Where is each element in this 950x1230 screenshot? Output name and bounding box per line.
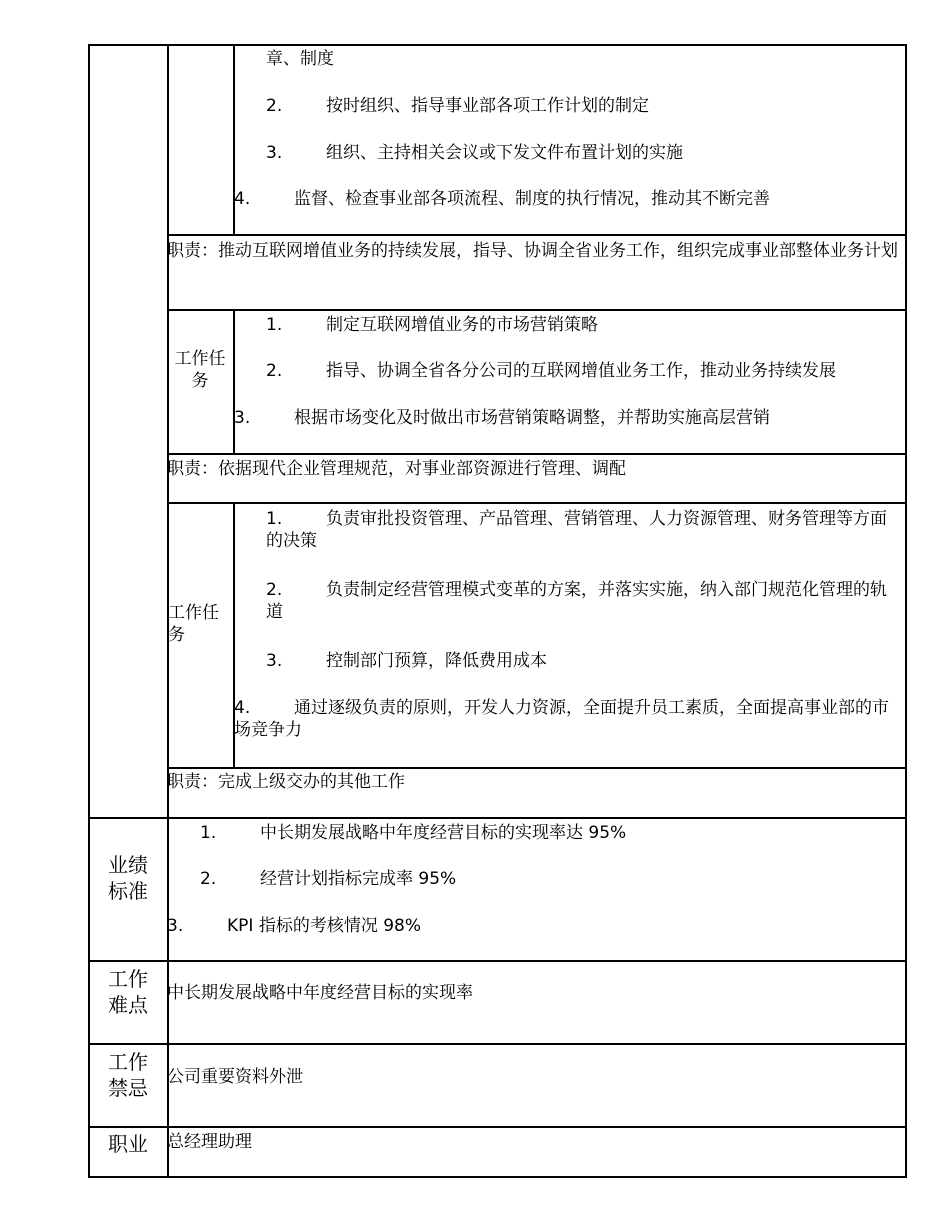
task-item-number: 2. xyxy=(266,361,283,381)
performance-item xyxy=(200,868,456,890)
career-text: 总经理助理 xyxy=(167,1132,252,1152)
duty-text: 职责：依据现代企业管理规范，对事业部资源进行管理、调配 xyxy=(167,459,626,479)
task-item xyxy=(266,95,649,117)
performance-item-number: 1. xyxy=(200,823,217,843)
row-divider xyxy=(167,453,907,455)
task-item xyxy=(266,314,598,336)
task-item xyxy=(234,407,770,429)
task-item xyxy=(266,579,891,623)
taboo-text: 公司重要资料外泄 xyxy=(167,1067,303,1087)
task-item-number: 4. xyxy=(234,698,251,718)
performance-item xyxy=(167,915,421,937)
task-item-text: 通过逐级负责的原则，开发人力资源，全面提升员工素质，全面提高事业部的市场竞争力 xyxy=(234,698,889,740)
performance-item-number: 3. xyxy=(167,916,184,936)
performance-label: 业绩标准 xyxy=(108,853,148,903)
difficulty-label: 工作难点 xyxy=(108,967,148,1017)
row-divider xyxy=(88,960,907,962)
task-item-text: 制定互联网增值业务的市场营销策略 xyxy=(326,315,598,335)
duty-text: 职责：推动互联网增值业务的持续发展，指导、协调全省业务工作，组织完成事业部整体业务计划 xyxy=(167,241,898,261)
task-item-text: 监督、检查事业部各项流程、制度的执行情况，推动其不断完善 xyxy=(294,189,770,209)
difficulty-text: 中长期发展战略中年度经营目标的实现率 xyxy=(167,983,473,1003)
task-item-text: 根据市场变化及时做出市场营销策略调整，并帮助实施高层营销 xyxy=(294,408,770,428)
row-divider xyxy=(167,309,907,311)
task-item-number: 1. xyxy=(266,315,283,335)
task-item-text: 按时组织、指导事业部各项工作计划的制定 xyxy=(326,96,649,116)
task-continuation: 章、制度 xyxy=(266,49,334,69)
task-item-number: 3. xyxy=(234,408,251,428)
table-border-bottom xyxy=(88,1176,907,1178)
duty-text: 职责：完成上级交办的其他工作 xyxy=(167,772,405,792)
task-item-number: 1. xyxy=(266,509,283,529)
row-divider xyxy=(167,767,907,769)
performance-item-number: 2. xyxy=(200,869,217,889)
task-item-number: 2. xyxy=(266,580,283,600)
row-divider xyxy=(167,502,907,504)
task-item xyxy=(266,360,836,382)
performance-item xyxy=(200,822,626,844)
taboo-label: 工作禁忌 xyxy=(108,1050,148,1100)
task-item xyxy=(266,650,547,672)
task-label: 工作任务 xyxy=(174,349,226,391)
task-item-text: 控制部门预算，降低费用成本 xyxy=(326,651,547,671)
task-item-text: 指导、协调全省各分公司的互联网增值业务工作，推动业务持续发展 xyxy=(326,361,836,381)
table-border-top xyxy=(88,44,907,46)
task-item xyxy=(234,188,770,210)
performance-item-text: KPI 指标的考核情况 98% xyxy=(227,916,422,936)
task-item-number: 4. xyxy=(234,189,251,209)
row-divider xyxy=(88,1043,907,1045)
career-label: 职业 xyxy=(108,1132,148,1156)
task-item-text: 组织、主持相关会议或下发文件布置计划的实施 xyxy=(326,143,683,163)
task-item-number: 2. xyxy=(266,96,283,116)
task-item xyxy=(266,508,891,552)
task-item-number: 3. xyxy=(266,651,283,671)
performance-item-text: 经营计划指标完成率 95% xyxy=(260,869,457,889)
table-border-right xyxy=(905,44,907,1178)
row-divider xyxy=(88,1126,907,1128)
task-label: 工作任务 xyxy=(168,603,219,645)
row-divider xyxy=(88,817,907,819)
task-item-text: 负责制定经营管理模式变革的方案，并落实实施，纳入部门规范化管理的轨道 xyxy=(266,580,887,622)
row-divider xyxy=(167,234,907,236)
task-item xyxy=(234,697,900,741)
performance-item-text: 中长期发展战略中年度经营目标的实现率达 95% xyxy=(260,823,627,843)
task-item-number: 3. xyxy=(266,143,283,163)
task-item xyxy=(266,142,683,164)
task-item-text: 负责审批投资管理、产品管理、营销管理、人力资源管理、财务管理等方面的决策 xyxy=(266,509,887,551)
table-border-col2-b xyxy=(233,310,235,454)
